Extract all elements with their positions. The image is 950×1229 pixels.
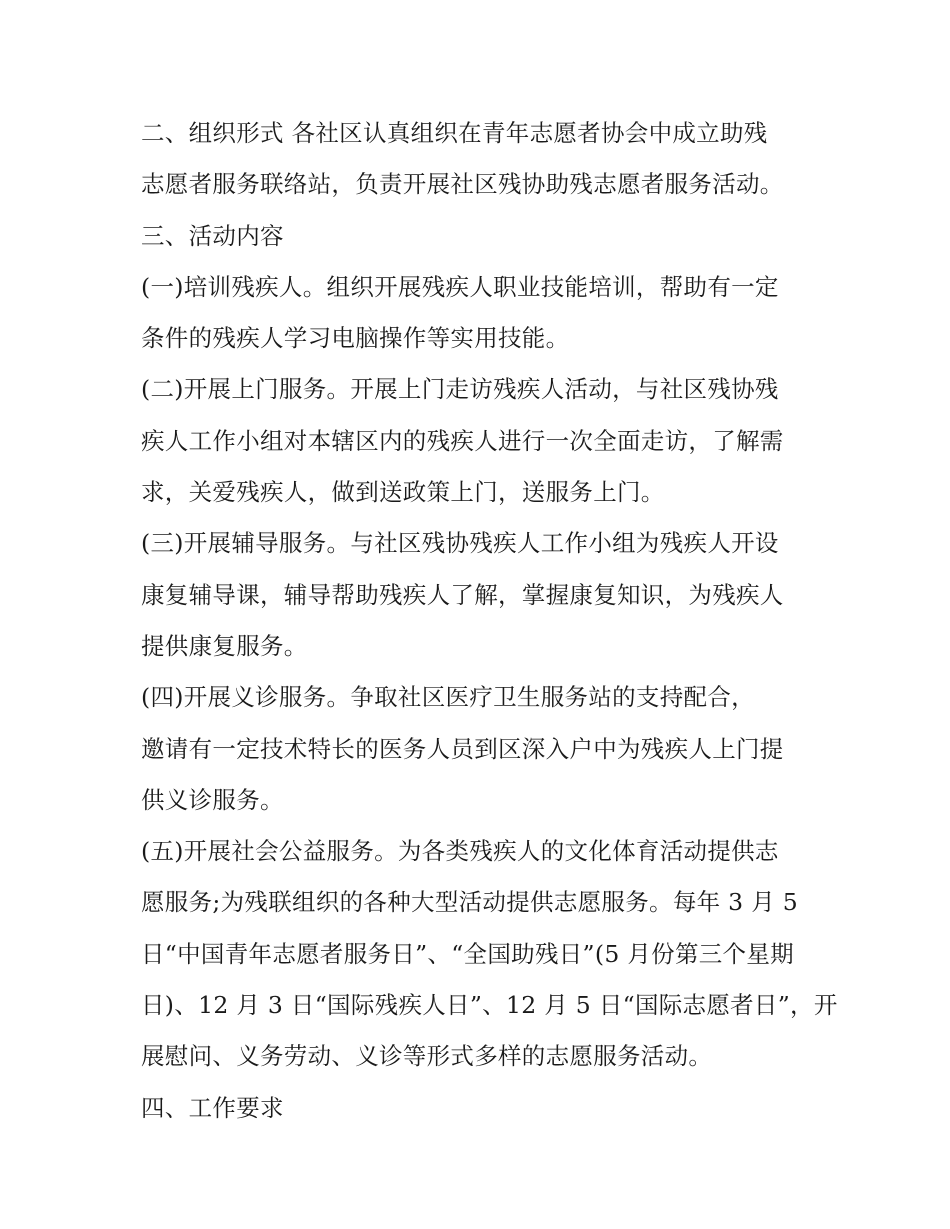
text-line: (二)开展上门服务。开展上门走访残疾人活动，与社区残协残 — [141, 375, 779, 404]
text-line: 日“中国青年志愿者服务日”、“全国助残日”(5 月份第三个星期 — [141, 939, 794, 968]
text-line: (三)开展辅导服务。与社区残协残疾人工作小组为残疾人开设 — [141, 529, 779, 558]
document-body — [141, 108, 838, 1134]
text-line: (五)开展社会公益服务。为各类残疾人的文化体育活动提供志 — [141, 837, 779, 866]
text-line: (一)培训残疾人。组织开展残疾人职业技能培训，帮助有一定 — [141, 272, 779, 301]
text-line: 日)、12 月 3 日“国际残疾人日”、12 月 5 日“国际志愿者日”，开 — [141, 991, 838, 1020]
text-line: 疾人工作小组对本辖区内的残疾人进行一次全面走访，了解需 — [141, 426, 784, 455]
text-line: 求，关爱残疾人，做到送政策上门，送服务上门。 — [141, 478, 665, 507]
text-line: 邀请有一定技术特长的医务人员到区深入户中为残疾人上门提 — [141, 734, 784, 763]
text-line: (四)开展义诊服务。争取社区医疗卫生服务站的支持配合， — [141, 683, 755, 712]
text-line: 康复辅导课，辅导帮助残疾人了解，掌握康复知识，为残疾人 — [141, 580, 784, 609]
section-heading: 四、工作要求 — [141, 1093, 284, 1122]
text-line: 条件的残疾人学习电脑操作等实用技能。 — [141, 324, 570, 353]
text-line: 供义诊服务。 — [141, 785, 284, 814]
text-line: 展慰问、义务劳动、义诊等形式多样的志愿服务活动。 — [141, 1042, 713, 1071]
text-line: 志愿者服务联络站，负责开展社区残协助残志愿者服务活动。 — [141, 170, 784, 199]
text-line: 提供康复服务。 — [141, 631, 308, 660]
text-line: 愿服务;为残联组织的各种大型活动提供志愿服务。每年 3 月 5 — [141, 888, 799, 917]
section-heading: 三、活动内容 — [141, 221, 284, 250]
text-line: 二、组织形式 各社区认真组织在青年志愿者协会中成立助残 — [141, 119, 768, 147]
